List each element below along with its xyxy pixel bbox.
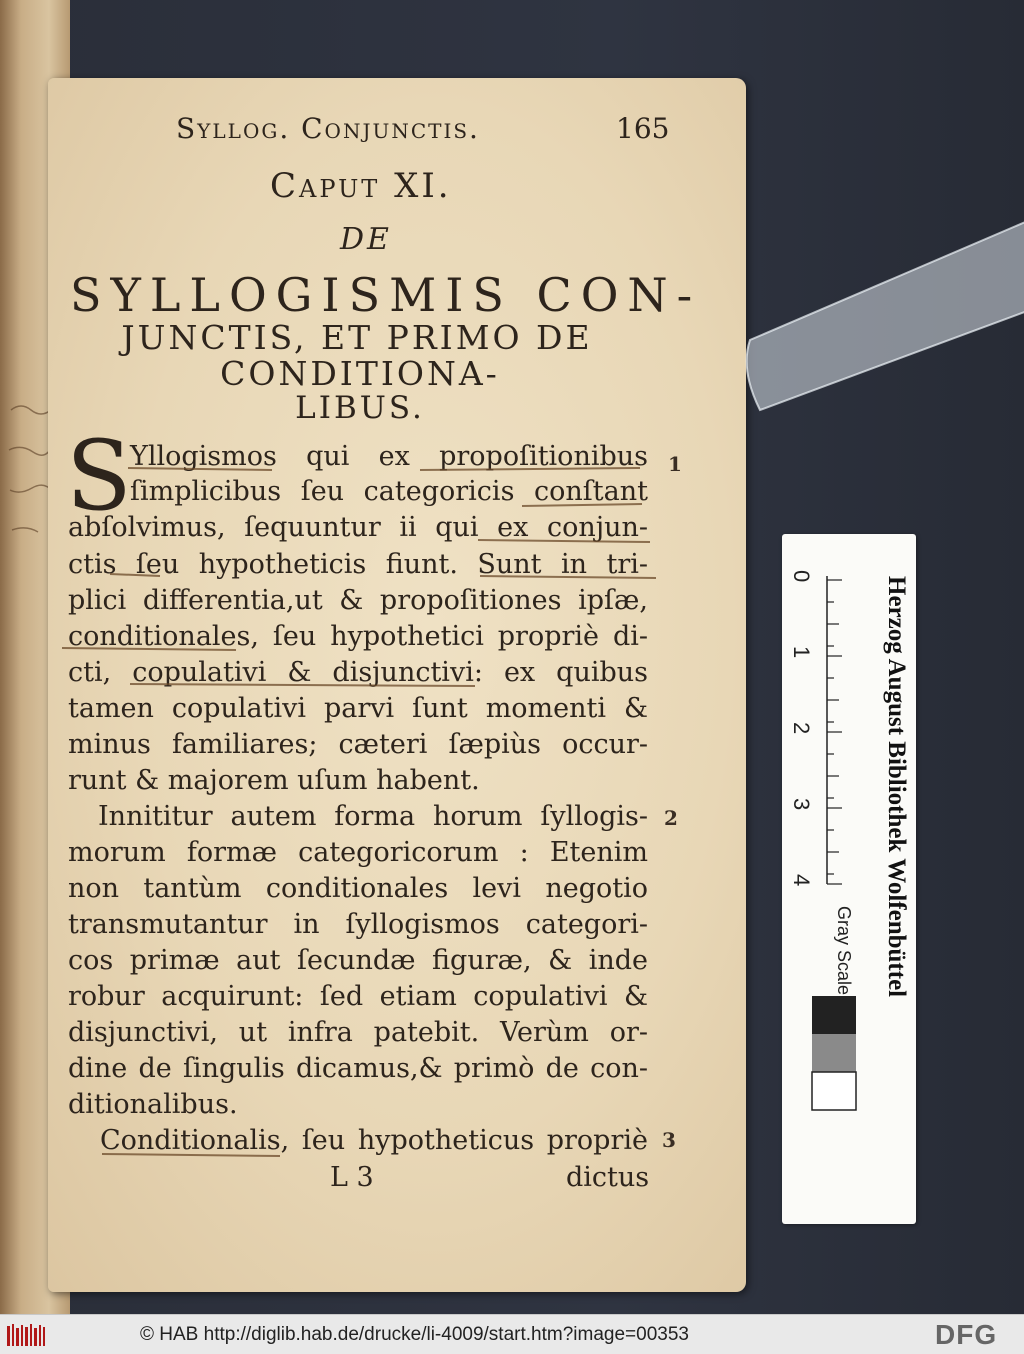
chapter-title-line: CONDITIONA- [220, 354, 500, 393]
text-line: cti, copulativi & disjunctivi: ex quibus [68, 657, 648, 688]
text-line: ſimplicibus ſeu categoricis conſtant [130, 476, 648, 507]
margin-number: 1 [668, 452, 682, 476]
text-line: non tantùm conditionales levi negotio [68, 873, 648, 904]
chapter-title-line: JUNCTIS, ET PRIMO DE [121, 318, 593, 357]
footer-bar [0, 1314, 1024, 1354]
page-number: 165 [616, 112, 670, 145]
catchword: dictus [566, 1162, 650, 1193]
text-line: runt & majorem uſum habent. [68, 765, 480, 796]
dfg-logo: DFG [935, 1319, 998, 1350]
text-line: disjunctivi, ut infra patebit. Verùm or- [68, 1017, 648, 1048]
chapter-title-line: SYLLOGISMIS CON- [70, 268, 702, 322]
text-line: cos primæ aut ſecundæ figuræ, & inde [68, 945, 648, 976]
text-line: dine de ſingulis dicamus,& primò de con- [68, 1053, 648, 1084]
text-line: morum formæ categoricorum : Etenim [68, 837, 648, 868]
gray-patch-black [812, 996, 856, 1034]
ruler-tick-label: 0 [789, 570, 814, 583]
chapter-heading: Caput XI. [270, 166, 452, 206]
text-line: Innititur autem forma horum ſyllogis- [98, 801, 648, 832]
copyright-url[interactable]: © HAB http://diglib.hab.de/drucke/li-4009/start.htm?image=00353 [140, 1324, 689, 1345]
ruler-tick-label: 1 [789, 646, 814, 659]
ruler-tick-label: 2 [789, 722, 814, 735]
library-logo-icon [6, 1322, 46, 1348]
drop-cap: S [66, 420, 132, 532]
text-line: robur acquirunt: ſed etiam copulativi & [68, 981, 648, 1012]
page-holder-spatula [730, 220, 1024, 420]
margin-number: 3 [662, 1128, 676, 1152]
text-line: abſolvimus, ſequuntur ii qui ex conjun- [68, 512, 648, 543]
ruler-tick-label: 3 [789, 798, 814, 811]
text-line: tamen copulativi parvi ſunt momenti & [68, 693, 648, 724]
margin-number: 2 [664, 806, 678, 830]
text-line: transmutantur in ſyllogismos categori- [68, 909, 648, 940]
text-line: plici differentia,ut & propoſitiones ipſæ, [68, 585, 648, 616]
institution-label: Herzog August Bibliothek Wolfenbüttel [883, 576, 910, 998]
text-line: conditionales, ſeu hypothetici propriè di- [68, 621, 648, 652]
gray-patch-white [812, 1072, 856, 1110]
text-line: ctis ſeu hypotheticis fiunt. Sunt in tri- [68, 549, 648, 580]
text-line: minus familiares; cæteri ſæpiùs occur- [68, 729, 648, 760]
text-line: Yllogismos qui ex propoſitionibus [130, 441, 648, 472]
text-line: ditionalibus. [68, 1089, 238, 1120]
ruler-tick-label: 4 [789, 874, 814, 887]
signature-mark: L 3 [330, 1162, 374, 1193]
running-head: Syllog. Conjunctis. [176, 112, 480, 145]
chapter-de: DE [340, 222, 392, 257]
gray-patch-mid [812, 1034, 856, 1072]
text-line: Conditionalis, ſeu hypotheticus propriè [100, 1125, 648, 1156]
chapter-title-line: LIBUS. [295, 390, 425, 426]
gray-scale-label: Gray Scale [834, 906, 854, 996]
